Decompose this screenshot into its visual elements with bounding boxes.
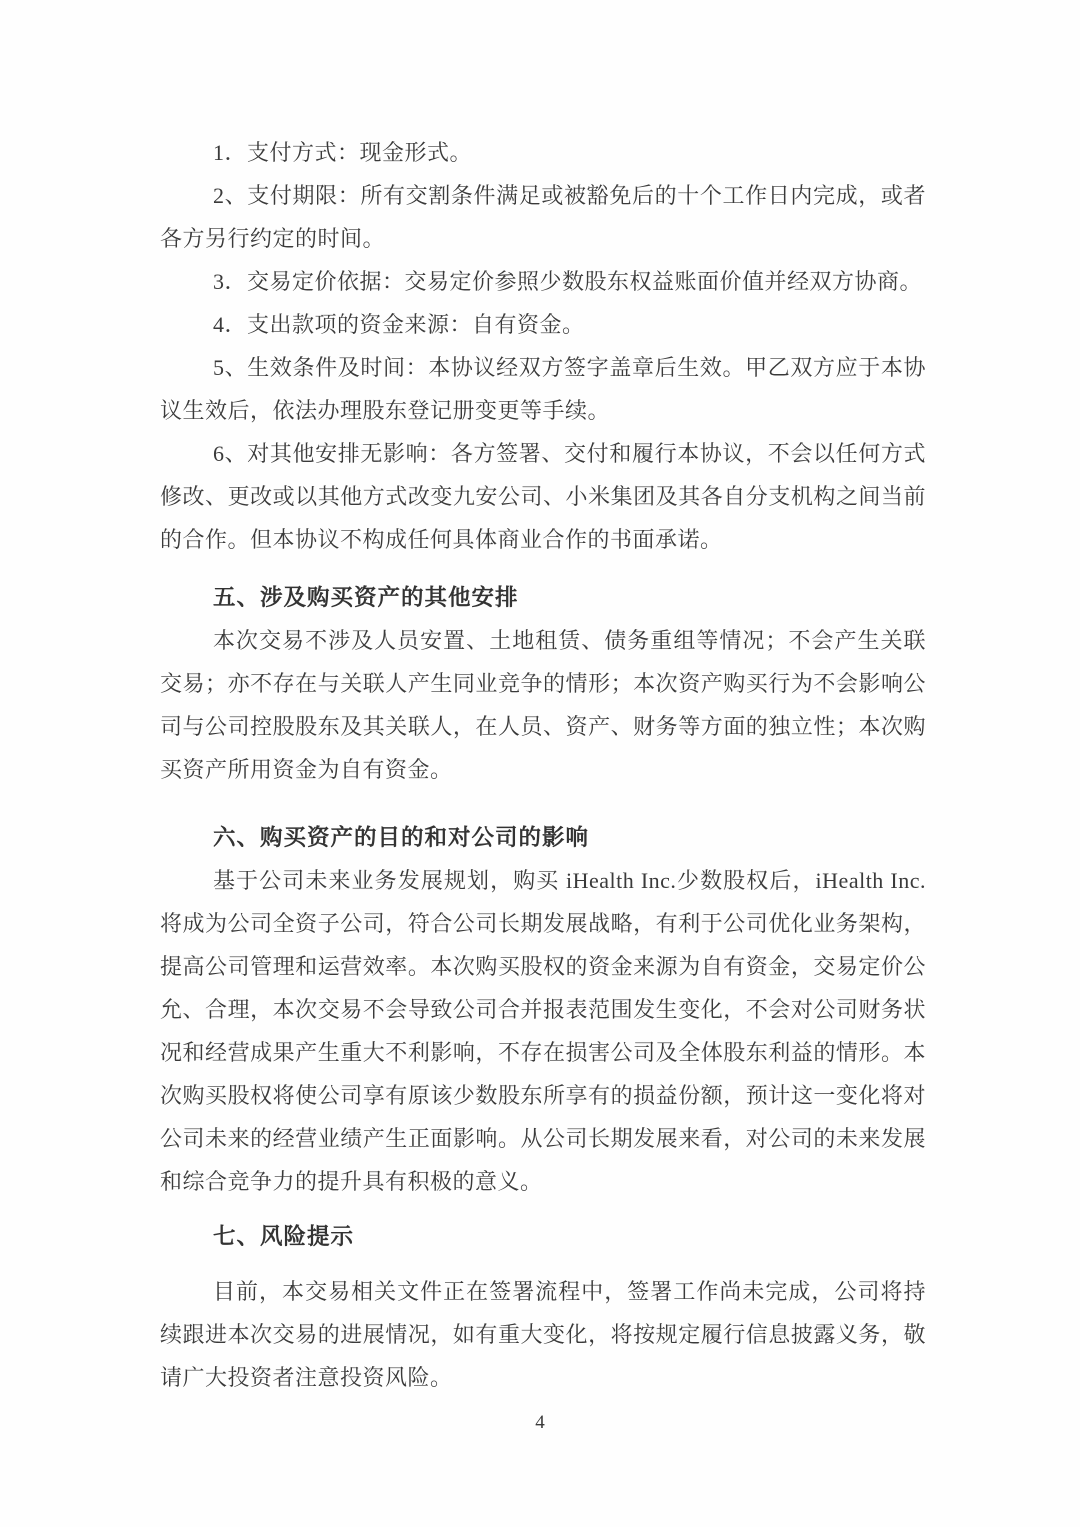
numbered-item-5: 5、生效条件及时间：本协议经双方签字盖章后生效。甲乙双方应于本协议生效后，依法办理股东登记册变更等手续。 (160, 355, 926, 423)
section-body-6: 基于公司未来业务发展规划，购买 iHealth Inc.少数股权后，iHealth Inc.将成为公司全资子公司，符合公司长期发展战略，有利于公司优化业务架构，提高公司管理和运营效率。本次购买股权的资金来源为自有资金，交易定价公允、合理，本次交易不会导致公司合并报表范围发生变化，不会对公司财务状况和经营成果产生重大不利影响，不存在损害公司及全体股东利益的情形。本次购买股权将使公司享有原该少数股东所享有的损益份额，预计这一变化将对公司未来的经营业绩产生正面影响。从公司长期发展来看，对公司的未来发展和综合竞争力的提升具有积极的意义。 (160, 868, 926, 1194)
section-body-7: 目前，本交易相关文件正在签署流程中，签署工作尚未完成，公司将持续跟进本次交易的进展情况，如有重大变化，将按规定履行信息披露义务，敬请广大投资者注意投资风险。 (160, 1279, 926, 1390)
numbered-item-1: 1．支付方式：现金形式。 (213, 140, 473, 165)
numbered-item-2: 2、支付期限：所有交割条件满足或被豁免后的十个工作日内完成，或者各方另行约定的时间。 (160, 183, 926, 251)
numbered-item-4: 4．支出款项的资金来源：自有资金。 (213, 312, 585, 337)
section-body-5: 本次交易不涉及人员安置、土地租赁、债务重组等情况；不会产生关联交易；亦不存在与关联人产生同业竞争的情形；本次资产购买行为不会影响公司与公司控股股东及其关联人，在人员、资产、财务等方面的独立性；本次购买资产所用资金为自有资金。 (160, 628, 926, 782)
numbered-item-6: 6、对其他安排无影响：各方签署、交付和履行本协议，不会以任何方式修改、更改或以其他方式改变九安公司、小米集团及其各自分支机构之间当前的合作。但本协议不构成任何具体商业合作的书面承诺。 (160, 441, 926, 552)
page-number: 4 (535, 1412, 545, 1433)
section-heading-5: 五、涉及购买资产的其他安排 (213, 585, 519, 610)
document-content (160, 131, 926, 1399)
section-heading-7: 七、风险提示 (213, 1224, 355, 1249)
numbered-item-3: 3．交易定价依据：交易定价参照少数股东权益账面价值并经双方协商。 (213, 269, 923, 294)
section-heading-6: 六、购买资产的目的和对公司的影响 (213, 825, 590, 850)
